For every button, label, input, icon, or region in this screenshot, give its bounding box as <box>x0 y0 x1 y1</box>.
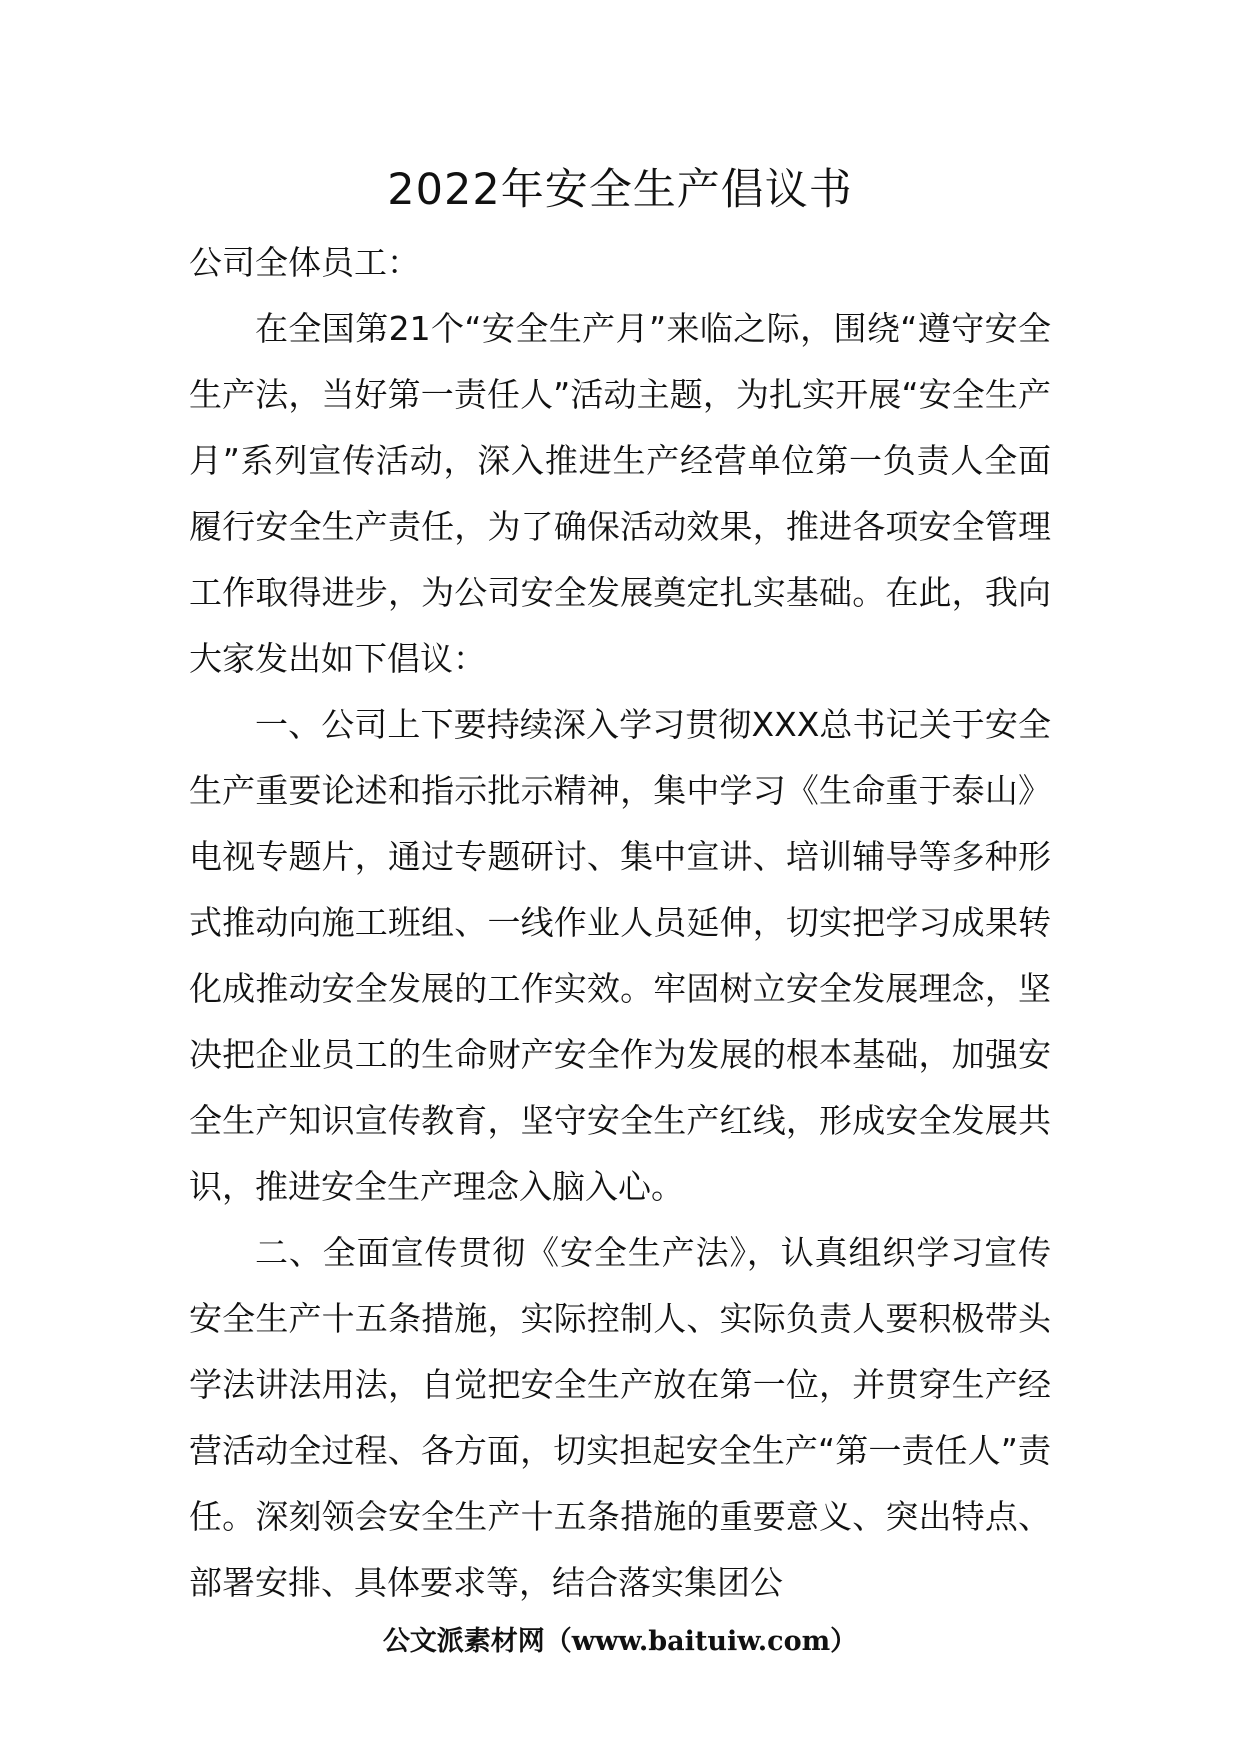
footer-watermark: 公文派素材网（www.baituiw.com） <box>382 1626 858 1657</box>
paragraph-point-two: 二、全面宣传贯彻《安全生产法》，认真组织学习宣传安全生产十五条措施，实际控制人、实际负责人要积极带头学法讲法用法，自觉把安全生产放在第一位，并贯穿生产经营活动全过程、各方面，切实担起安全生产“第一责任人”责任。深刻领会安全生产十五条措施的重要意义、突出特点、部署安排、具体要求等，结合落实集团公 <box>189 1233 1051 1602</box>
document-body <box>189 230 1051 1616</box>
paragraph-point-one: 一、公司上下要持续深入学习贯彻XXX总书记关于安全生产重要论述和指示批示精神，集中学习《生命重于泰山》电视专题片，通过专题研讨、集中宣讲、培训辅导等多种形式推动向施工班组、一线作业人员延伸，切实把学习成果转化成推动安全发展的工作实效。牢固树立安全发展理念，坚决把企业员工的生命财产安全作为发展的根本基础，加强安全生产知识宣传教育，坚守安全生产红线，形成安全发展共识，推进安全生产理念入脑入心。 <box>189 705 1051 1206</box>
document-title: 2022年安全生产倡议书 <box>387 165 853 215</box>
salutation: 公司全体员工： <box>189 243 420 282</box>
paragraph-intro: 在全国第21个“安全生产月”来临之际，围绕“遵守安全生产法，当好第一责任人”活动主题，为扎实开展“安全生产月”系列宣传活动，深入推进生产经营单位第一负责人全面履行安全生产责任，为了确保活动效果，推进各项安全管理工作取得进步，为公司安全发展奠定扎实基础。在此，我向大家发出如下倡议： <box>189 309 1051 678</box>
